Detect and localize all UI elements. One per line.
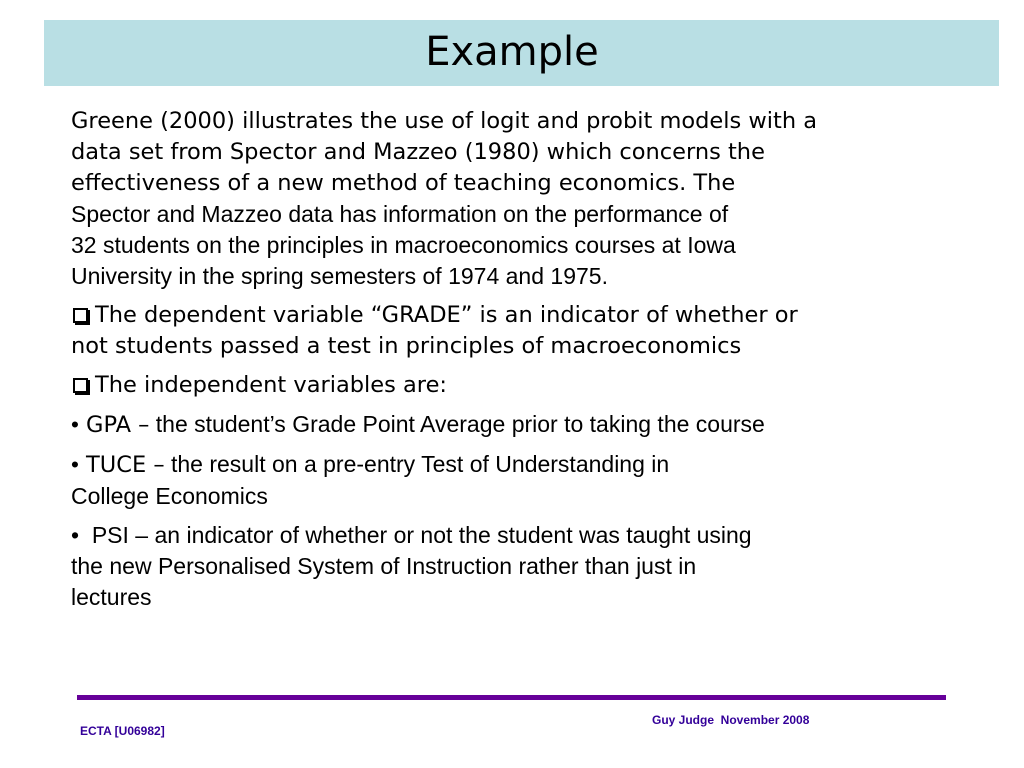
- tuce-term: TUCE –: [86, 452, 165, 478]
- bullet-dot-icon: •: [71, 412, 79, 437]
- bullet-dot-icon: •: [71, 522, 80, 548]
- psi-item: [71, 520, 951, 613]
- intro-line: Greene (2000) illustrates the use of logit and probit models with a: [71, 108, 818, 134]
- bullet-dot-icon: •: [71, 452, 79, 477]
- dependent-text: not students passed a test in principles of macroeconomics: [71, 333, 742, 359]
- checkbox-bullet-icon: [73, 378, 88, 393]
- footer-author-date: Guy Judge November 2008: [652, 713, 810, 727]
- dependent-variable-item: [71, 300, 951, 362]
- footer-divider: [77, 695, 946, 700]
- footer-course-code: ECTA [U06982]: [80, 724, 165, 738]
- gpa-text: the student’s Grade Point Average prior to taking the course: [149, 411, 765, 437]
- gpa-term: GPA –: [86, 412, 150, 438]
- intro-paragraph: [71, 106, 951, 292]
- intro-line: Spector and Mazzeo data has information on the performance of: [71, 201, 729, 227]
- tuce-text: the result on a pre-entry Test of Understanding in: [164, 451, 670, 477]
- intro-line: effectiveness of a new method of teaching economics. The: [71, 170, 736, 196]
- tuce-text: College Economics: [71, 483, 268, 509]
- independent-heading-item: [71, 370, 951, 401]
- slide-title: Example: [425, 29, 599, 75]
- intro-line: 32 students on the principles in macroeconomics courses at Iowa: [71, 232, 736, 258]
- checkbox-bullet-icon: [73, 308, 88, 323]
- intro-line: University in the spring semesters of 1974 and 1975.: [71, 263, 608, 289]
- psi-text: lectures: [71, 584, 152, 610]
- independent-heading: The independent variables are:: [95, 372, 447, 398]
- slide-body: [71, 106, 951, 621]
- dependent-text: The dependent variable “GRADE” is an indicator of whether or: [95, 302, 798, 328]
- tuce-item: [71, 449, 951, 512]
- gpa-item: [71, 409, 951, 441]
- psi-text: PSI – an indicator of whether or not the student was taught using: [79, 522, 752, 548]
- intro-line: data set from Spector and Mazzeo (1980) which concerns the: [71, 139, 765, 165]
- psi-text: the new Personalised System of Instruction rather than just in: [71, 553, 697, 579]
